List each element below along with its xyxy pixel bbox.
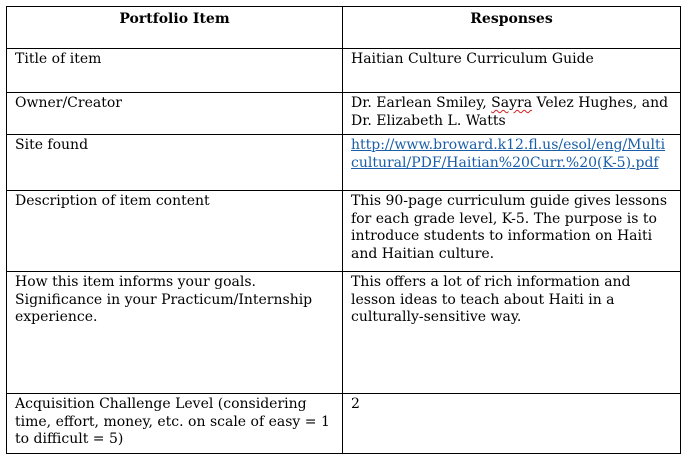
row-label-acquisition: Acquisition Challenge Level (considering time, effort, money, etc. on scale of easy = 1 to difficult = 5): [7, 394, 343, 454]
row-label-description: Description of item content: [7, 191, 343, 272]
row-value-goals: This offers a lot of rich information and lesson ideas to teach about Haiti in a culturally-sensitive way.: [343, 272, 681, 394]
table-row: [7, 272, 681, 394]
row-value-owner: [343, 93, 681, 135]
table-row: [7, 93, 681, 135]
row-value-description: This 90-page curriculum guide gives lessons for each grade level, K-5. The purpose is to introduce students to information on Haiti and Haitian culture.: [343, 191, 681, 272]
table-row: [7, 49, 681, 93]
row-label-site: Site found: [7, 135, 343, 191]
owner-text-before: Dr. Earlean Smiley,: [351, 95, 492, 111]
header-row: [7, 7, 681, 49]
row-label-title: Title of item: [7, 49, 343, 93]
row-label-goals: How this item informs your goals. Significance in your Practicum/Internship experience.: [7, 272, 343, 394]
row-value-acquisition: 2: [343, 394, 681, 454]
row-value-title: Haitian Culture Curriculum Guide: [343, 49, 681, 93]
site-link[interactable]: http://www.broward.k12.fl.us/esol/eng/Multicultural/PDF/Haitian%20Curr.%20(K-5).pdf: [351, 137, 666, 171]
row-label-owner: Owner/Creator: [7, 93, 343, 135]
header-portfolio-item: Portfolio Item: [7, 7, 343, 49]
owner-text-after: Velez Hughes, and Dr. Elizabeth L. Watts: [351, 95, 669, 129]
table-row: [7, 135, 681, 191]
portfolio-table: [6, 6, 681, 454]
row-value-site: [343, 135, 681, 191]
header-responses: Responses: [343, 7, 681, 49]
spellcheck-flagged-word: Sayra: [491, 95, 533, 111]
table-row: [7, 394, 681, 454]
table-row: [7, 191, 681, 272]
